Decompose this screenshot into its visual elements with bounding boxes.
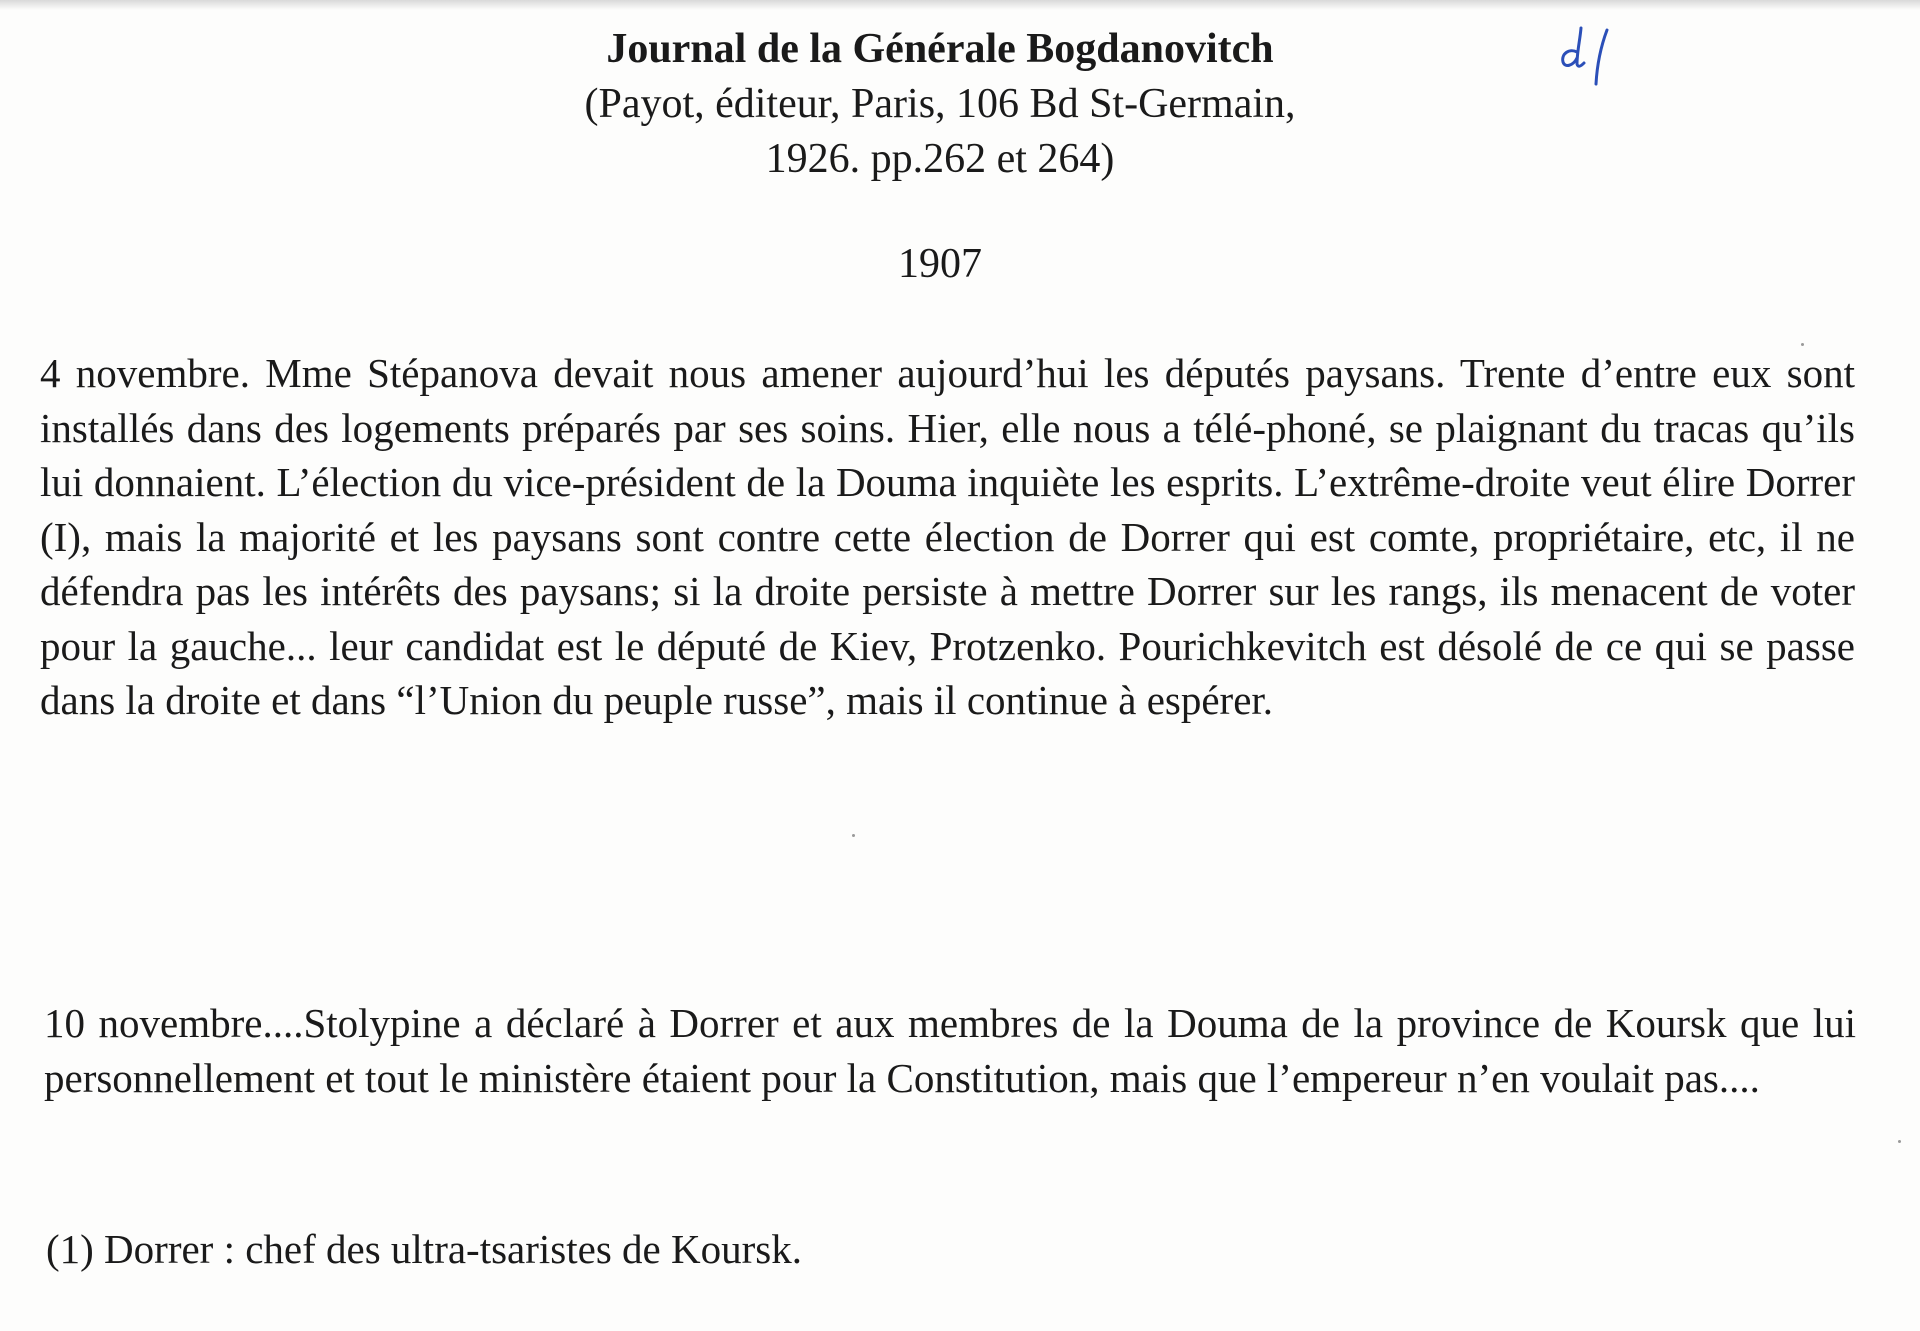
scan-edge-shadow	[0, 0, 1920, 10]
journal-entry-4-novembre: 4 novembre. Mme Stépanova devait nous amener aujourd’hui les députés paysans. Trente d’entre eux sont installés dans des logements préparés par ses soins. Hier, elle nous a télé-phoné, se plaignant du tracas qu’ils lui donnaient. L’élection du vice-président de la Douma inquiète les esprits. L’extrême-droite veut élire Dorrer (I), mais la majorité et les paysans sont contre cette élection de Dorrer qui est comte, propriétaire, etc, il ne défendra pas les intérêts des paysans; si la droite persiste à mettre Dorrer sur les rangs, ils menacent de voter pour la gauche... leur candidat est le député de Kiev, Protzenko. Pourichkevitch est désolé de ce qui se passe dans la droite et dans “l’Union du peuple russe”, mais il continue à espérer.	[40, 350, 1855, 723]
scan-speck	[852, 834, 855, 837]
journal-entry-10-novembre: 10 novembre....Stolypine a déclaré à Dorrer et aux membres de la Douma de la province de Koursk que lui personnellement et tout le ministère étaient pour la Constitution, mais que l’empereur n’en voulait pas....	[44, 1000, 1856, 1101]
scan-speck	[1801, 343, 1804, 346]
publisher-line: (Payot, éditeur, Paris, 106 Bd St-Germain,	[584, 81, 1296, 127]
footnote: (1) Dorrer : chef des ultra-tsaristes de Koursk.	[46, 1226, 802, 1272]
document-title: Journal de la Générale Bogdanovitch	[606, 26, 1274, 72]
citation-line: 1926. pp.262 et 264)	[765, 136, 1115, 182]
year-heading: 1907	[898, 241, 982, 287]
scan-speck	[1898, 1140, 1901, 1143]
handwritten-annotation	[1555, 18, 1645, 88]
